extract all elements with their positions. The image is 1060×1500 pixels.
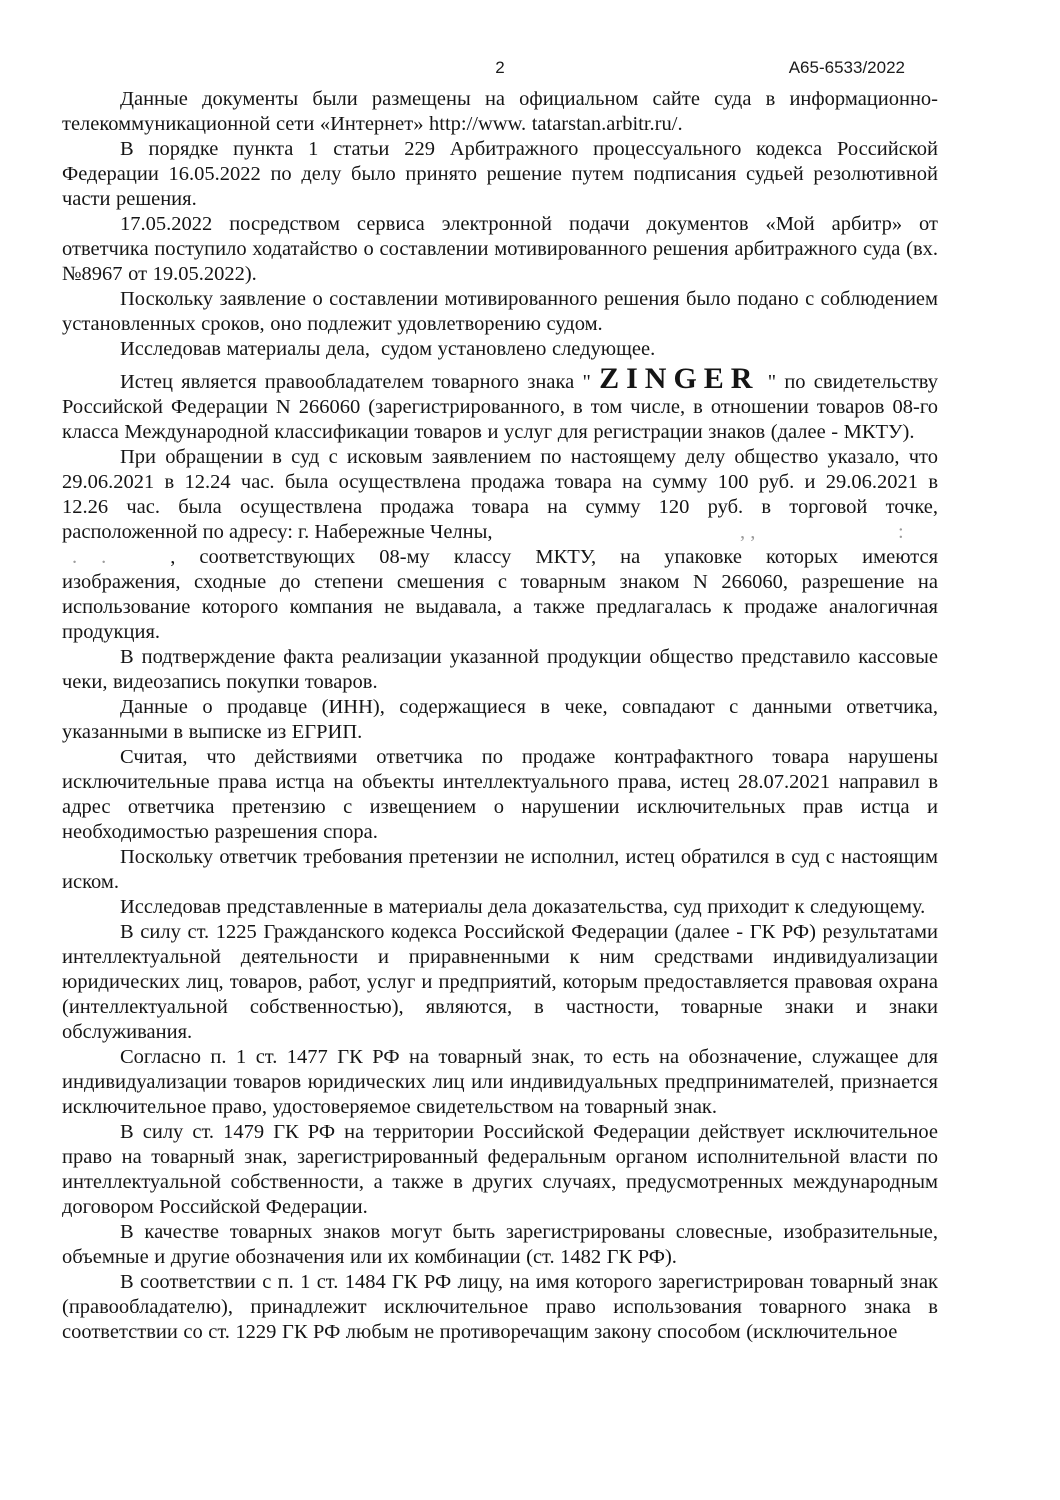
text-line [62,520,938,545]
paragraph: Согласно п. 1 ст. 1477 ГК РФ на товарный знак, то есть на обозначение, служащее для индивидуализации товаров юридических лиц или индивидуальных предпринимателей, признается исключительное право, удостоверяемое свидетельством на товарный знак. [62,1046,938,1118]
paragraph: В порядке пункта 1 статьи 229 Арбитражного процессуального кодекса Российской Федерации 16.05.2022 по делу было принято решение путем подписания судьей резолютивной части решения. [62,138,938,210]
text-line: 12.26 час. была осуществлена продажа товара на сумму 120 руб. в торговой точке, [62,496,938,518]
page-header [62,57,938,78]
paragraph: В соответствии с п. 1 ст. 1484 ГК РФ лицу, на имя которого зарегистрирован товарный знак (правообладателю), принадлежит исключительное право использования товарного знака в соответствии со ст. 1229 ГК РФ любым не противоречащим закону способом (исключительное [62,1271,938,1343]
text-line: изображения, сходные до степени смешения с товарным знаком N 266060, разрешение на [62,571,938,593]
paragraph: Данные документы были размещены на официальном сайте суда в информационно-телекоммуникационной сети «Интернет» http://www. tatarstan.arbitr.ru/. [62,88,938,135]
redacted-paragraph [62,445,938,645]
text-line [62,545,938,570]
text-line: использование которого компания не выдавала, а также предлагалась к продаже аналогичная [62,596,938,618]
trademark-word: ZINGER [599,362,760,395]
redaction-mark: , , [740,521,756,543]
paragraph: Исследовав представленные в материалы дела доказательства, суд приходит к следующему. [120,896,926,918]
redaction-mark: : [898,521,904,543]
paragraph: 17.05.2022 посредством сервиса электронной подачи документов «Мой арбитр» от ответчика поступило ходатайство о составлении мотивированного решения арбитражного суда (вх.№8967 от 19.05.2022). [62,213,938,285]
paragraph: В силу ст. 1225 Гражданского кодекса Российской Федерации (далее - ГК РФ) результатами интеллектуальной деятельности и приравненными к ним средствами индивидуализации юридических лиц, товаров, работ, услуг и предприятий, которым предоставляется правовая охрана (интеллектуальной собственностью), являются, в частности, товарные знаки и знаки обслуживания. [62,921,938,1043]
paragraph: В подтверждение факта реализации указанной продукции общество представило кассовые чеки, видеозапись покупки товаров. [62,646,938,693]
redaction-mark: . [72,546,78,568]
quote-mark: " [582,371,600,393]
paragraph: Поскольку заявление о составлении мотивированного решения было подано с соблюдением установленных сроков, оно подлежит удовлетворению судом. [62,288,938,335]
paragraph: Поскольку ответчик требования претензии не исполнил, истец обратился в суд с настоящим иском. [62,846,938,893]
redaction-mark: . [101,546,107,568]
paragraph: Данные о продавце (ИНН), содержащиеся в чеке, совпадают с данными ответчика, указанными в выписке из ЕГРИП. [62,696,938,743]
text-line: 29.06.2021 в 12.24 час. была осуществлена продажа товара на сумму 100 руб. и 29.06.2021 в [62,471,938,493]
paragraph: Считая, что действиями ответчика по продаже контрафактного товара нарушены исключительные права истца на объекты интеллектуального права, истец 28.07.2021 направил в адрес ответчика претензию с извещением о нарушении исключительных прав истца и необходимостью разрешения спора. [62,746,938,843]
paragraph: В качестве товарных знаков могут быть зарегистрированы словесные, изобразительные, объемные и другие обозначения или их комбинации (ст. 1482 ГК РФ). [62,1221,938,1268]
text-line: продукция. [62,621,161,643]
case-number: A65-6533/2022 [788,58,905,77]
paragraph: Исследовав материалы дела, судом установлено следующее. [120,338,656,360]
page-content [62,57,938,1345]
trademark-paragraph: Истец является правообладателем товарного знака " ZINGER " по свидетельству Российской Федерации N 266060 (зарегистрированного, в том числе, в отношении товаров 08-го класса Международной классификации товаров и услуг для регистрации знаков (далее - МКТУ). [62,362,939,443]
text-line: При обращении в суд с исковым заявлением по настоящему делу общество указало, что [120,446,938,468]
paragraph: В силу ст. 1479 ГК РФ на территории Российской Федерации действует исключительное право на товарный знак, зарегистрированный федеральным органом исполнительной власти по интеллектуальной собственности, а также в других случаях, предусмотренных международным договором Российской Федерации. [62,1121,938,1218]
document-body [62,87,938,1345]
address-text: расположенной по адресу: г. Набережные Челны, [62,521,493,543]
line-text: , соответствующих 08-му классу МКТУ, на упаковке которых имеются [170,546,938,568]
page-number: 2 [495,58,505,77]
quote-mark: " [759,371,777,393]
